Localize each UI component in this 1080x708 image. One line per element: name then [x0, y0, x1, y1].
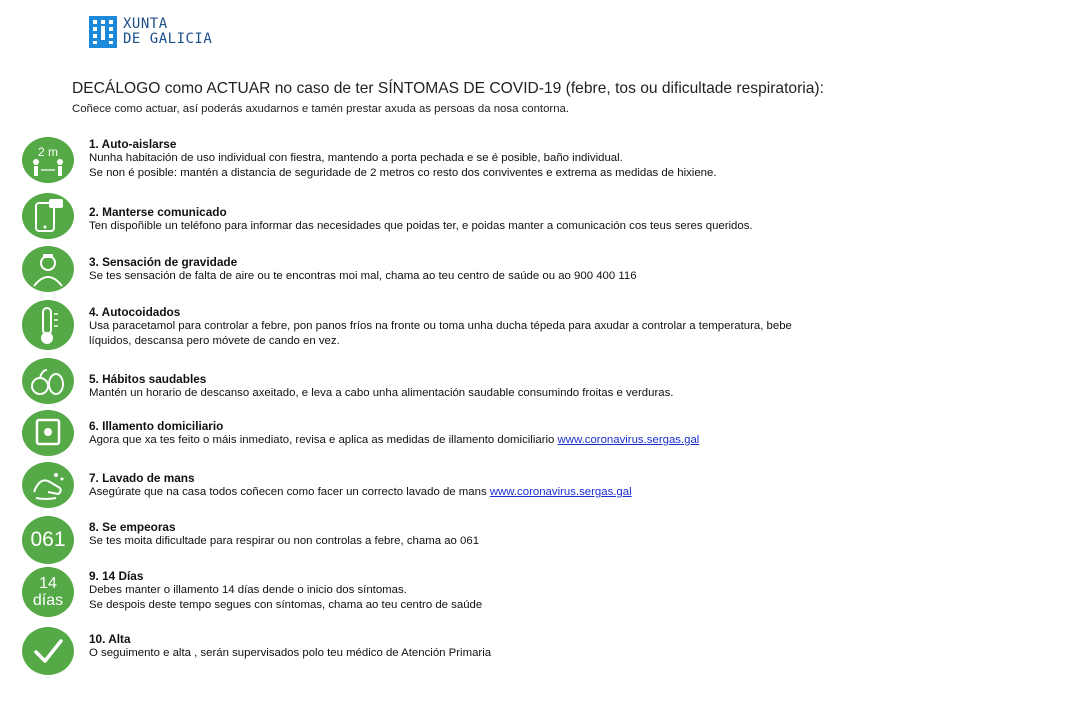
- logo-line-2: DE GALICIA: [123, 31, 213, 47]
- emergency-number-icon: [22, 516, 74, 564]
- emergency-number-label: 061: [30, 528, 66, 551]
- step-text: O seguimento e alta , serán supervisados polo teu médico de Atención Primaria: [89, 647, 492, 659]
- step-heading: 5. Hábitos saudables: [89, 372, 207, 386]
- step-text: Mantén un horario de descanso axeitado, e leva a cabo unha alimentación saudable consumindo froitas e verduras.: [89, 387, 674, 399]
- step-text: Usa paracetamol para controlar a febre, pon panos fríos na fronte ou toma unha ducha tépeda para axudar a controlar a temperatura, bebe: [89, 320, 792, 332]
- distance-2m-icon: [22, 137, 74, 183]
- step-text: Se tes sensación de falta de aire ou te encontras moi mal, chama ao teu centro de saúde ou ao 900 400 116: [89, 270, 637, 282]
- logo-line-1: XUNTA: [123, 16, 168, 32]
- home-isolation-icon: [22, 410, 74, 456]
- page-subtitle: Coñece como actuar, así poderás axudarnos e tamén prestar axuda as persoas da nosa contorna.: [72, 103, 570, 115]
- xunta-logo: [89, 16, 212, 48]
- days-word-label: días: [32, 591, 64, 609]
- step-heading: 2. Manterse comunicado: [89, 205, 227, 219]
- step-heading: 9. 14 Días: [89, 569, 144, 583]
- fourteen-days-icon: [22, 567, 74, 617]
- sergas-link[interactable]: www.coronavirus.sergas.gal: [557, 434, 700, 446]
- step-text: Se non é posible: mantén a distancia de seguridade de 2 metros co resto dos conviventes e extrema as medidas de hixiene.: [89, 167, 717, 179]
- sergas-link[interactable]: www.coronavirus.sergas.gal: [489, 486, 632, 498]
- step-heading: 1. Auto-aislarse: [89, 137, 177, 151]
- step-text: Agora que xa tes feito o máis inmediato, revisa e aplica as medidas de illamento domiciliario: [89, 434, 558, 446]
- healthy-food-icon: [22, 358, 74, 404]
- step-text: Se tes moita dificultade para respirar ou non controlas a febre, chama ao 061: [89, 535, 480, 547]
- step-text: líquidos, descansa pero móvete de cando en vez.: [89, 335, 340, 347]
- step-heading: 8. Se empeoras: [89, 520, 176, 534]
- xunta-emblem-icon: [89, 16, 117, 48]
- step-text: Debes manter o illamento 14 días dende o inicio dos síntomas.: [89, 584, 407, 596]
- step-text: Asegúrate que na casa todos coñecen como facer un correcto lavado de mans: [89, 486, 490, 498]
- step-text: Se despois deste tempo segues con síntomas, chama ao teu centro de saúde: [89, 599, 483, 611]
- hand-washing-icon: [22, 462, 74, 508]
- step-text: Nunha habitación de uso individual con fiestra, mantendo a porta pechada e se é posible, baño individual.: [89, 152, 623, 164]
- thermometer-icon: [22, 300, 74, 350]
- step-heading: 4. Autocoidados: [89, 305, 181, 319]
- doctor-icon: [22, 246, 74, 292]
- step-text: Ten dispoñible un teléfono para informar das necesidades que poidas ter, e poidas manter a comunicación cos teus seres queridos.: [89, 220, 753, 232]
- checkmark-icon: [22, 627, 74, 675]
- page-title: DECÁLOGO como ACTUAR no caso de ter SÍNTOMAS DE COVID-19 (febre, tos ou dificultade respiratoria):: [72, 80, 824, 97]
- step-heading: 10. Alta: [89, 632, 131, 646]
- step-heading: 7. Lavado de mans: [89, 471, 195, 485]
- step-heading: 3. Sensación de gravidade: [89, 255, 238, 269]
- phone-message-icon: [22, 193, 74, 239]
- distance-icon-label: 2 m: [37, 145, 59, 159]
- step-heading: 6. Illamento domiciliario: [89, 419, 224, 433]
- days-number-label: 14: [39, 574, 57, 592]
